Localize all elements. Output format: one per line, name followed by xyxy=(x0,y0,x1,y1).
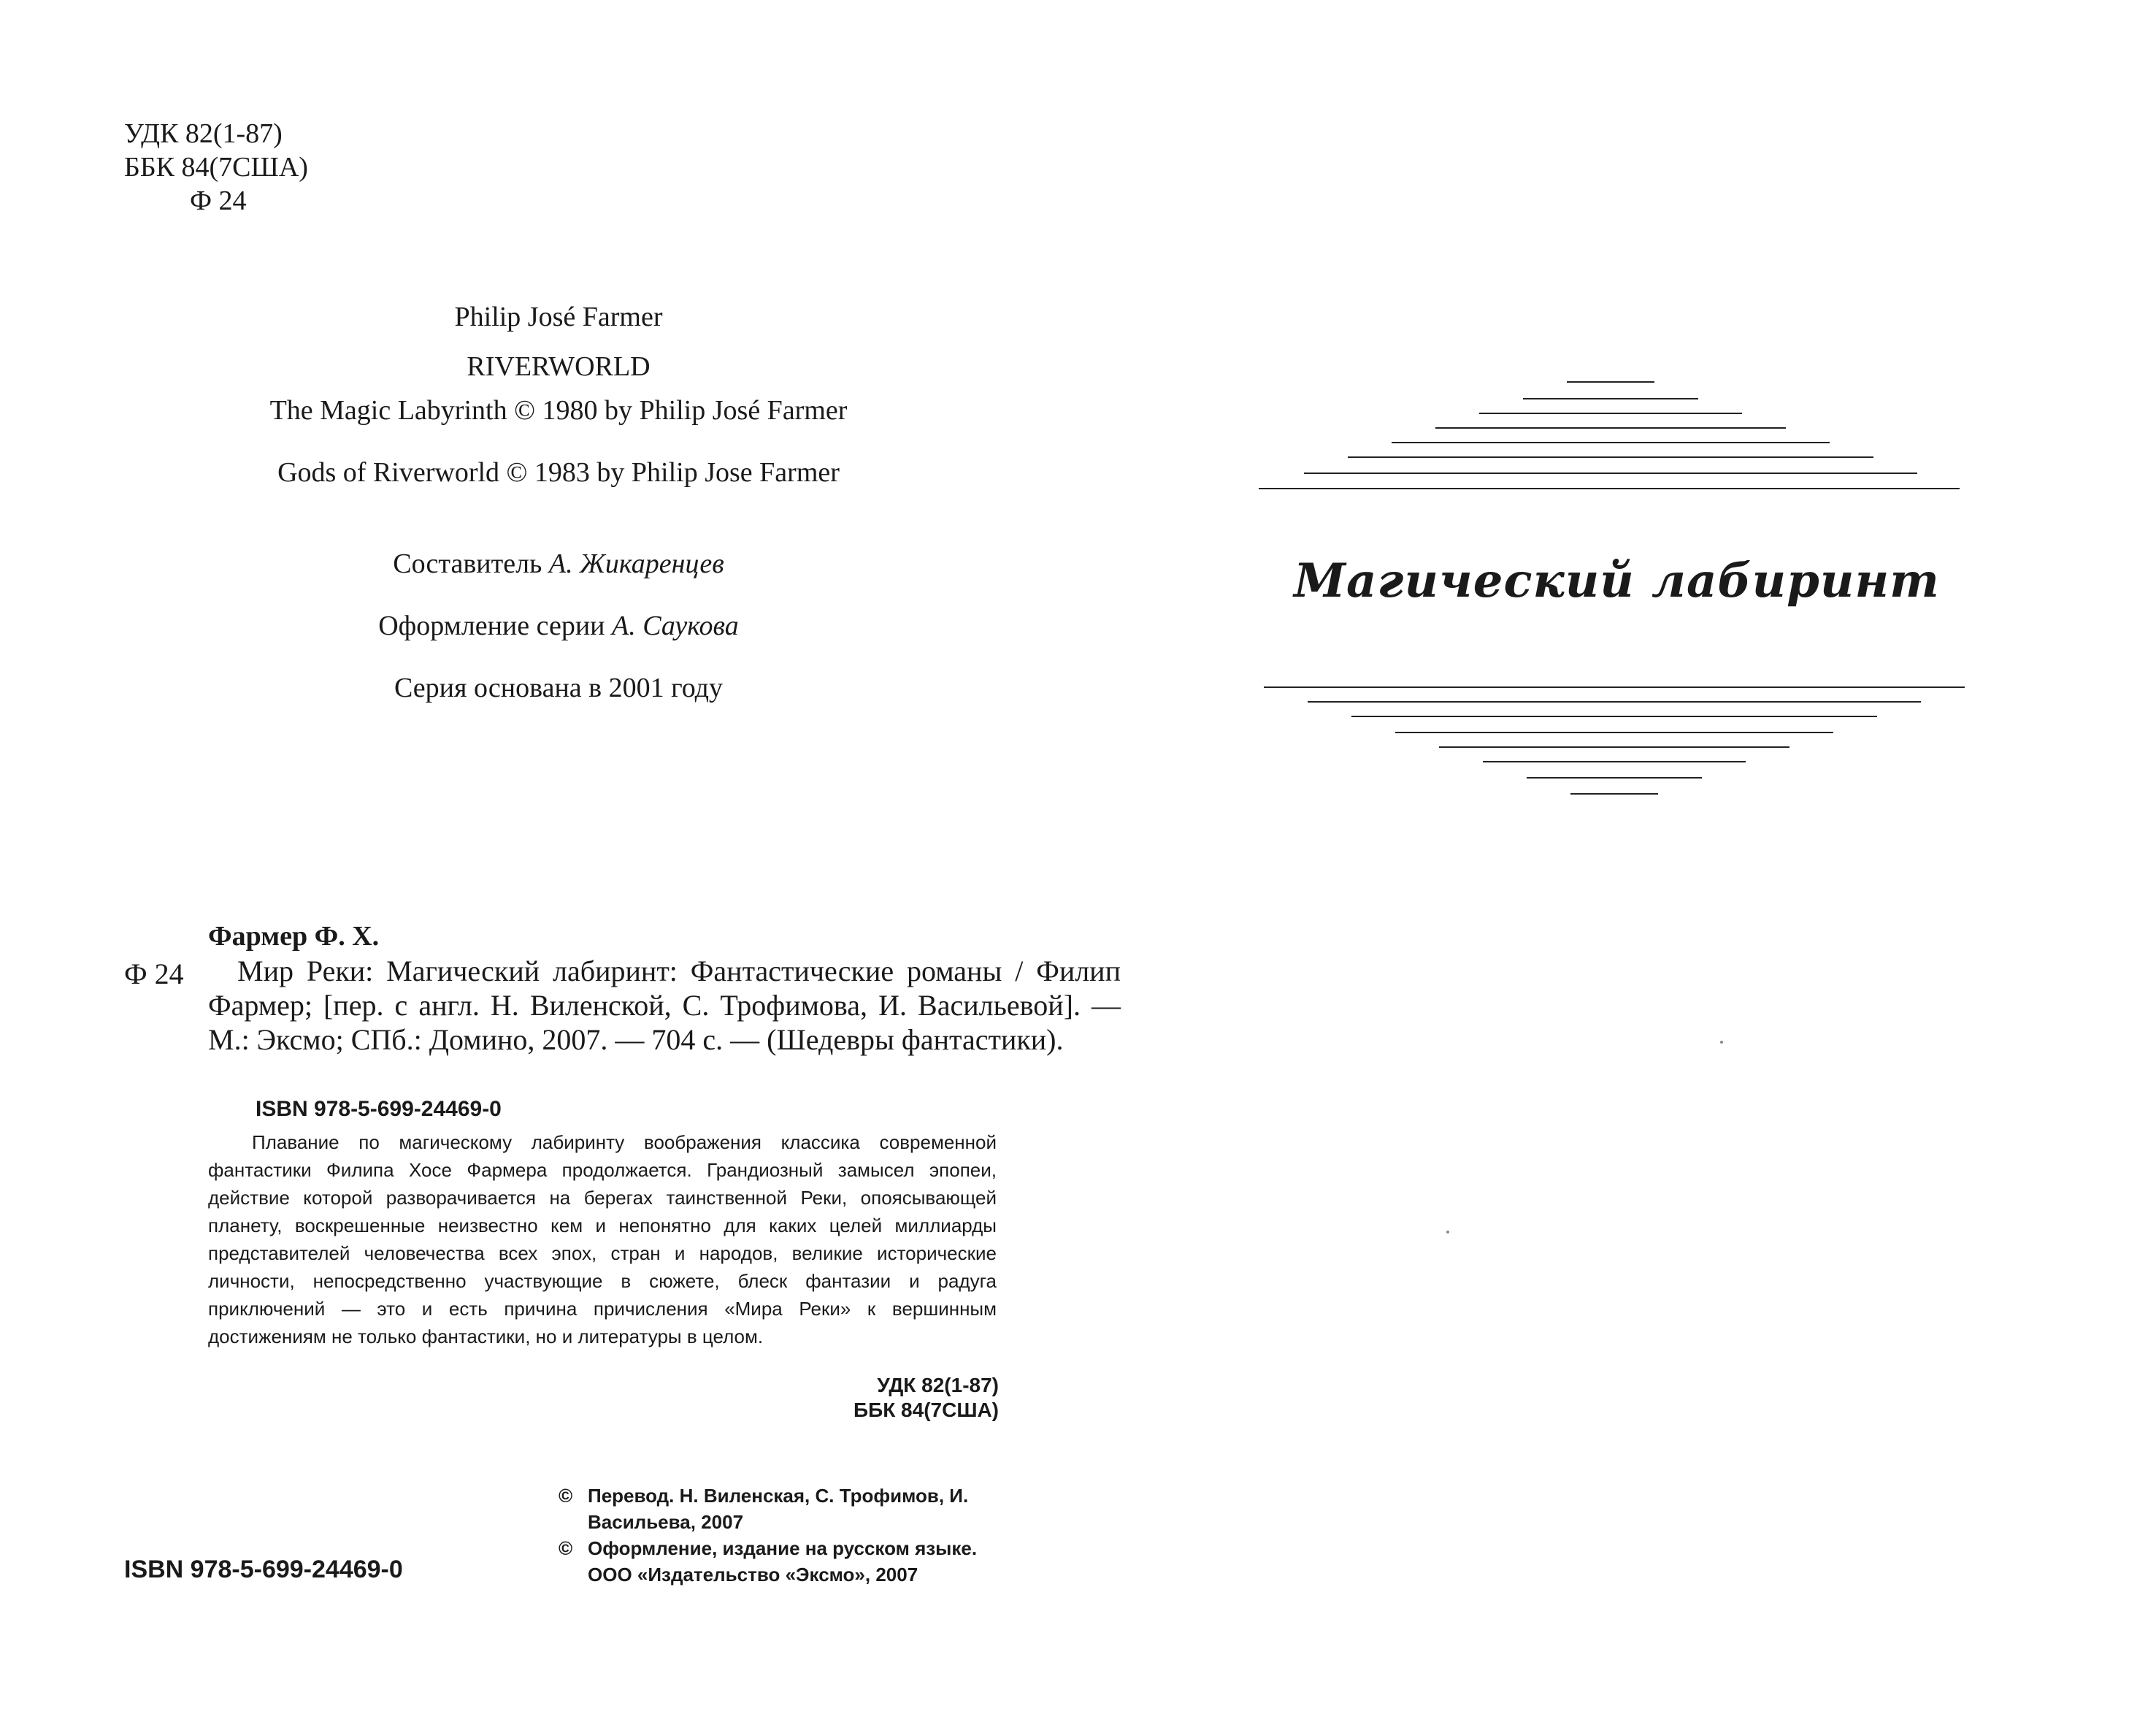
annotation-text: Плавание по магическому лабиринту воображения классика современной фантастики Филипа Хосе Фармера продолжается. Грандиозный замысел эпопеи, действие которой разворачивается на берегах таинственной Реки, опоясывающей планету, воскрешенные неизвестно кем и непонятно для каких целей миллиарды представителей человечества всех эпох, стран и народов, великие исторические личности, непосредственно участвующие в сюжете, блеск фантазии и радуга приключений — это и есть причина причисления «Мира Реки» к вершинным достижениям не только фантастики, но и литературы в целом. xyxy=(208,1131,997,1347)
print-speck xyxy=(1720,1041,1723,1044)
record-description: Мир Реки: Магический лабиринт: Фантастические романы / Филип Фармер; [пер. с англ. Н. Виленской, С. Трофимова, И. Васильевой]. — М.: Эксмо; СПб.: Домино, 2007. — 704 с. — (Шедевры фантастики). xyxy=(208,955,1121,1056)
copyright-edition-text: Оформление, издание на русском языке. ООО «Издательство «Эксмо», 2007 xyxy=(588,1537,978,1586)
bbk-code: ББК 84(7США) xyxy=(124,152,308,183)
copyright-edition xyxy=(559,1535,1011,1588)
ornament-rule xyxy=(1259,488,1960,489)
annotation-codes xyxy=(767,1373,999,1423)
record-isbn: ISBN 978-5-699-24469-0 xyxy=(256,1097,502,1121)
author-mark-code: Ф 24 xyxy=(190,185,247,216)
original-author: Philip José Farmer xyxy=(454,302,663,332)
ornament-rule xyxy=(1392,442,1830,443)
right-page xyxy=(1078,0,2156,1725)
ornament-rule xyxy=(1479,413,1742,414)
original-series: RIVERWORLD xyxy=(467,351,651,382)
compiler-name: А. Жикаренцев xyxy=(548,548,724,579)
ornament-rule xyxy=(1527,777,1702,779)
copyright-symbol: © xyxy=(559,1485,573,1507)
compiler-line xyxy=(0,548,1117,580)
ornament-rule xyxy=(1523,398,1698,399)
ornament-rule xyxy=(1570,793,1658,795)
compiler-label: Составитель xyxy=(393,548,549,579)
copyright-translation-text: Перевод. Н. Виленская, С. Трофимов, И. Васильева, 2007 xyxy=(588,1485,969,1533)
ornament-rule xyxy=(1435,427,1786,429)
udk-code: УДК 82(1-87) xyxy=(124,118,283,149)
record-author: Фармер Ф. Х. xyxy=(208,921,380,952)
book-title: Магический лабиринт xyxy=(1294,554,1940,608)
ornament-rule xyxy=(1351,716,1877,717)
print-speck xyxy=(1446,1231,1449,1233)
title-ornament xyxy=(1078,0,2156,876)
ornament-rule xyxy=(1483,761,1746,762)
design-line xyxy=(0,610,1117,642)
design-name: А. Саукова xyxy=(612,611,739,641)
classification-block xyxy=(124,117,308,218)
design-label: Оформление серии xyxy=(378,611,613,641)
ornament-rule xyxy=(1439,746,1789,748)
ornament-rule xyxy=(1264,686,1965,688)
ornament-rule xyxy=(1308,701,1921,703)
ornament-rule xyxy=(1348,456,1873,458)
ornament-rule xyxy=(1304,473,1917,474)
ornament-rule xyxy=(1395,732,1833,733)
record-code: Ф 24 xyxy=(124,957,184,990)
series-founded: Серия основана в 2001 году xyxy=(394,673,723,703)
copyright-translation xyxy=(559,1483,1011,1535)
original-book-1: The Magic Labyrinth © 1980 by Philip José Farmer xyxy=(269,395,848,426)
original-book-2: Gods of Riverworld © 1983 by Philip Jose Farmer xyxy=(277,457,840,488)
copyright-symbol: © xyxy=(559,1537,573,1559)
annotation-udk: УДК 82(1-87) xyxy=(877,1374,999,1396)
bottom-isbn: ISBN 978-5-699-24469-0 xyxy=(124,1556,403,1583)
copyright-block xyxy=(559,1483,1011,1588)
annotation-bbk: ББК 84(7США) xyxy=(853,1399,999,1421)
ornament-rule xyxy=(1567,381,1654,383)
